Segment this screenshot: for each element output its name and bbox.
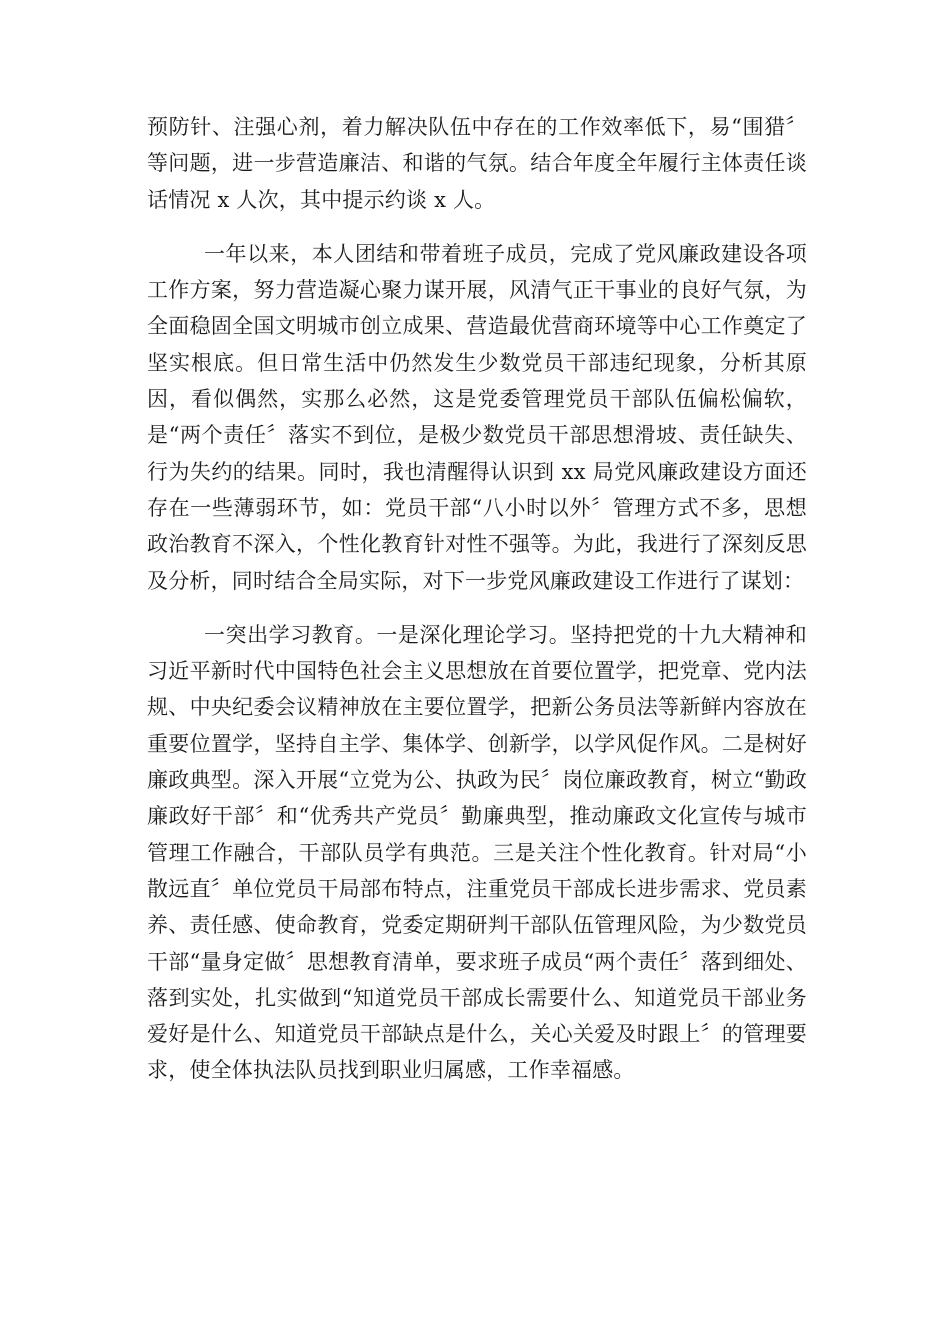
- paragraph-continuation: 预防针、注强心剂，着力解决队伍中存在的工作效率低下，易“围猎〞等问题，进一步营造廉洁、和谐的气氛。结合年度全年履行主体责任谈话情况 x 人次，其中提示约谈 x 人。: [147, 115, 807, 212]
- paragraph-summary: 一年以来，本人团结和带着班子成员，完成了党风廉政建设各项工作方案，努力营造凝心聚力谋开展，风清气正干事业的良好气氛，为全面稳固全国文明城市创立成果、营造最优营商环境等中心工作奠定了坚实根底。但日常生活中仍然发生少数党员干部违纪现象，分析其原因，看似偶然，实那么必然，这是党委管理党员干部队伍偏松偏软，是“两个责任〞落实不到位，是极少数党员干部思想滑坡、责任缺失、行为失约的结果。同时，我也清醒得认识到 xx 局党风廉政建设方面还存在一些薄弱环节，如：党员干部“八小时以外〞管理方式不多，思想政治教育不深入，个性化教育针对性不强等。为此，我进行了深刻反思及分析，同时结合全局实际，对下一步党风廉政建设工作进行了谋划：: [147, 241, 807, 593]
- paragraph-study-education: 一突出学习教育。一是深化理论学习。坚持把党的十九大精神和习近平新时代中国特色社会主义思想放在首要位置学，把党章、党内法规、中央纪委会议精神放在主要位置学，把新公务员法等新鲜内容放在重要位置学，坚持自主学、集体学、创新学，以学风促作风。二是树好廉政典型。深入开展“立党为公、执政为民〞岗位廉政教育，树立“勤政廉政好干部〞和“优秀共产党员〞勤廉典型，推动廉政文化宣传与城市管理工作融合，干部队员学有典范。三是关注个性化教育。针对局“小散远直〞单位党员干局部布特点，注重党员干部成长进步需求、党员素养、责任感、使命教育，党委定期研判干部队伍管理风险，为少数党员干部“量身定做〞思想教育清单，要求班子成员“两个责任〞落到细处、落到实处，扎实做到“知道党员干部成长需要什么、知道党员干部业务爱好是什么、知道党员干部缺点是什么，关心关爱及时跟上〞的管理要求，使全体执法队员找到职业归属感，工作幸福感。: [147, 622, 807, 1083]
- document-body: [147, 109, 807, 1089]
